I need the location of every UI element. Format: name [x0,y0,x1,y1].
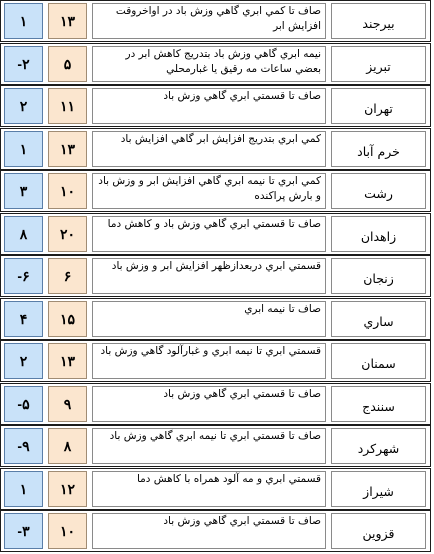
max-temperature: ۱۰ [48,513,87,549]
min-temperature: ۱ [4,471,43,507]
weather-description: قسمتي ابري دربعدازظهر افزايش ابر و وزش باد [92,258,326,294]
min-temperature: ۳ [4,173,43,209]
weather-description: قسمتي ابري و مه آلود همراه با کاهش دما [92,471,326,507]
weather-description: کمي ابري تا نيمه ابري گاهي افزايش ابر و وزش باد و بارش پراکنده [92,173,326,209]
max-temperature: ۱۳ [48,343,87,379]
city-name: سمنان [331,343,426,379]
max-temperature: ۱۳ [48,3,87,39]
max-temperature: ۱۵ [48,301,87,337]
city-name: شيراز [331,471,426,507]
forecast-row [0,85,431,127]
max-temperature: ۱۰ [48,173,87,209]
min-temperature: ۸ [4,216,43,252]
max-temperature: ۲۰ [48,216,87,252]
city-name: شهرکرد [331,428,426,464]
weather-description: نيمه ابري گاهي وزش باد بتدريج کاهش ابر در بعضي ساعات مه رقيق يا غبارمحلي [92,46,326,82]
weather-description: صاف تا قسمتي ابري گاهي وزش باد [92,88,326,124]
forecast-row [0,340,431,382]
city-name: سنندج [331,386,426,422]
forecast-row [0,255,431,297]
city-name: زاهدان [331,216,426,252]
max-temperature: ۱۲ [48,471,87,507]
min-temperature: -۶ [4,258,43,294]
min-temperature: -۳ [4,513,43,549]
forecast-row [0,425,431,467]
weather-description: قسمتي ابري تا نيمه ابري و غبارآلود گاهي وزش باد [92,343,326,379]
forecast-row [0,213,431,255]
max-temperature: ۵ [48,46,87,82]
min-temperature: -۹ [4,428,43,464]
max-temperature: ۹ [48,386,87,422]
weather-description: صاف تا کمي ابري گاهي وزش باد در اواخروقت افزايش ابر [92,3,326,39]
city-name: تهران [331,88,426,124]
city-name: ساري [331,301,426,337]
forecast-row [0,170,431,212]
weather-description: کمي ابري بتدريج افزايش ابر گاهي افزايش باد [92,131,326,167]
forecast-row [0,510,431,552]
forecast-row [0,128,431,170]
weather-description: صاف تا قسمتي ابري گاهي وزش باد [92,386,326,422]
min-temperature: ۲ [4,88,43,124]
max-temperature: ۱۱ [48,88,87,124]
city-name: تبريز [331,46,426,82]
forecast-row [0,0,431,42]
weather-description: صاف تا قسمتي ابري گاهي وزش باد [92,513,326,549]
min-temperature: ۱ [4,131,43,167]
max-temperature: ۸ [48,428,87,464]
min-temperature: ۲ [4,343,43,379]
forecast-row [0,383,431,425]
max-temperature: ۱۳ [48,131,87,167]
min-temperature: ۱ [4,3,43,39]
max-temperature: ۶ [48,258,87,294]
weather-description: صاف تا قسمتي ابري تا نيمه ابري گاهي وزش باد [92,428,326,464]
min-temperature: -۵ [4,386,43,422]
city-name: زنجان [331,258,426,294]
forecast-row [0,43,431,85]
city-name: خرم آباد [331,131,426,167]
city-name: بیرجند [331,3,426,39]
forecast-row [0,468,431,510]
min-temperature: ۴ [4,301,43,337]
weather-description: صاف تا نيمه ابري [92,301,326,337]
weather-description: صاف تا قسمتي ابري گاهي وزش باد و کاهش دما [92,216,326,252]
min-temperature: -۲ [4,46,43,82]
city-name: قزوين [331,513,426,549]
city-name: رشت [331,173,426,209]
forecast-row [0,298,431,340]
